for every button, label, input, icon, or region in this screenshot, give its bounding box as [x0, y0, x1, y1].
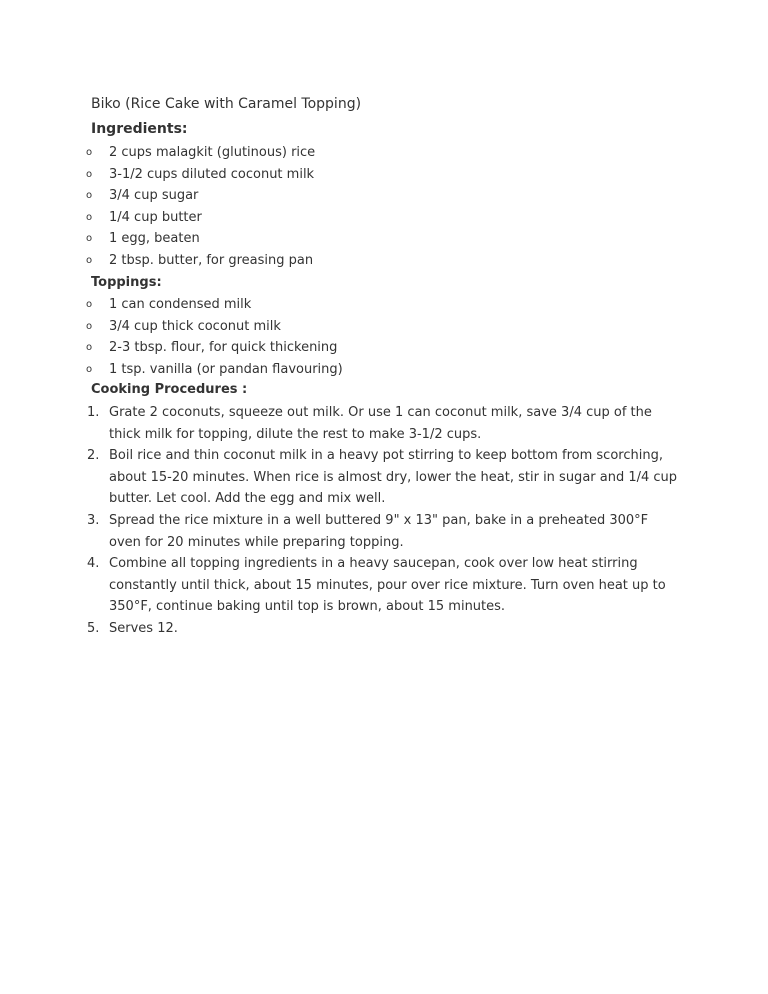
ingredient-text: 2 tbsp. butter, for greasing pan — [109, 252, 314, 268]
bullet-marker: o — [86, 342, 93, 354]
procedure-step — [0, 402, 768, 445]
step-text: Boil rice and thin coconut milk in a heavy pot stirring to keep bottom from scorching, about 15-20 minutes. When rice is almost dry, lower the heat, stir in sugar and 1/4 cup butter. Let cool. Add the egg and mix well. — [109, 448, 678, 507]
ingredients-heading: Ingredients: — [91, 121, 188, 137]
step-number: 1. — [87, 405, 100, 420]
ingredients-list — [0, 142, 768, 272]
ingredient-item — [0, 164, 768, 186]
step-number: 4. — [87, 556, 100, 572]
ingredient-item — [0, 228, 768, 250]
bullet-marker: o — [86, 254, 93, 266]
toppings-list — [0, 294, 768, 380]
bullet-marker: o — [86, 190, 93, 202]
recipe-title: Biko (Rice Cake with Caramel Topping) — [91, 96, 362, 112]
step-text: Spread the rice mixture in a well buttered 9" x 13" pan, bake in a preheated 300°F oven for 20 minutes while preparing topping. — [109, 512, 649, 550]
bullet-marker: o — [86, 320, 93, 332]
step-number: 3. — [87, 512, 100, 528]
topping-item — [0, 316, 768, 338]
procedure-step — [0, 510, 768, 553]
ingredient-item — [0, 142, 768, 164]
procedures-list — [0, 402, 768, 640]
step-number: 5. — [87, 620, 100, 636]
ingredient-text: 3/4 cup sugar — [109, 188, 199, 204]
ingredient-text: 2 cups malagkit (glutinous) rice — [109, 145, 316, 160]
procedure-step — [0, 553, 768, 618]
bullet-marker: o — [86, 299, 93, 310]
toppings-heading: Toppings: — [91, 275, 162, 290]
topping-text: 1 tsp. vanilla (or pandan flavouring) — [109, 361, 343, 377]
ingredient-item — [0, 207, 768, 229]
topping-item — [0, 359, 768, 381]
bullet-marker: o — [86, 211, 93, 223]
bullet-marker: o — [86, 168, 93, 180]
step-text: Combine all topping ingredients in a heavy saucepan, cook over low heat stirring constantly until thick, about 15 minutes, pour over rice mixture. Turn oven heat up to 350°F, continue baking until top is brown, about 15 minutes. — [109, 556, 666, 615]
procedure-step — [0, 618, 768, 640]
procedure-step — [0, 445, 768, 510]
topping-text: 1 can condensed milk — [109, 297, 252, 312]
topping-text: 3/4 cup thick coconut milk — [109, 318, 281, 334]
ingredient-item — [0, 185, 768, 207]
topping-item — [0, 337, 768, 359]
step-number: 2. — [87, 448, 100, 464]
ingredient-text: 3-1/2 cups diluted coconut milk — [109, 166, 315, 182]
step-text: Serves 12. — [109, 620, 178, 636]
ingredient-text: 1/4 cup butter — [109, 209, 202, 225]
ingredient-text: 1 egg, beaten — [109, 231, 200, 247]
procedures-heading: Cooking Procedures : — [91, 382, 248, 397]
ingredient-item — [0, 250, 768, 272]
topping-item — [0, 294, 768, 316]
bullet-marker: o — [86, 233, 93, 245]
step-text: Grate 2 coconuts, squeeze out milk. Or use 1 can coconut milk, save 3/4 cup of the thick milk for topping, dilute the rest to make 3-1/2 cups. — [109, 405, 652, 442]
bullet-marker: o — [86, 147, 93, 158]
topping-text: 2-3 tbsp. flour, for quick thickening — [109, 340, 338, 356]
bullet-marker: o — [86, 363, 93, 375]
